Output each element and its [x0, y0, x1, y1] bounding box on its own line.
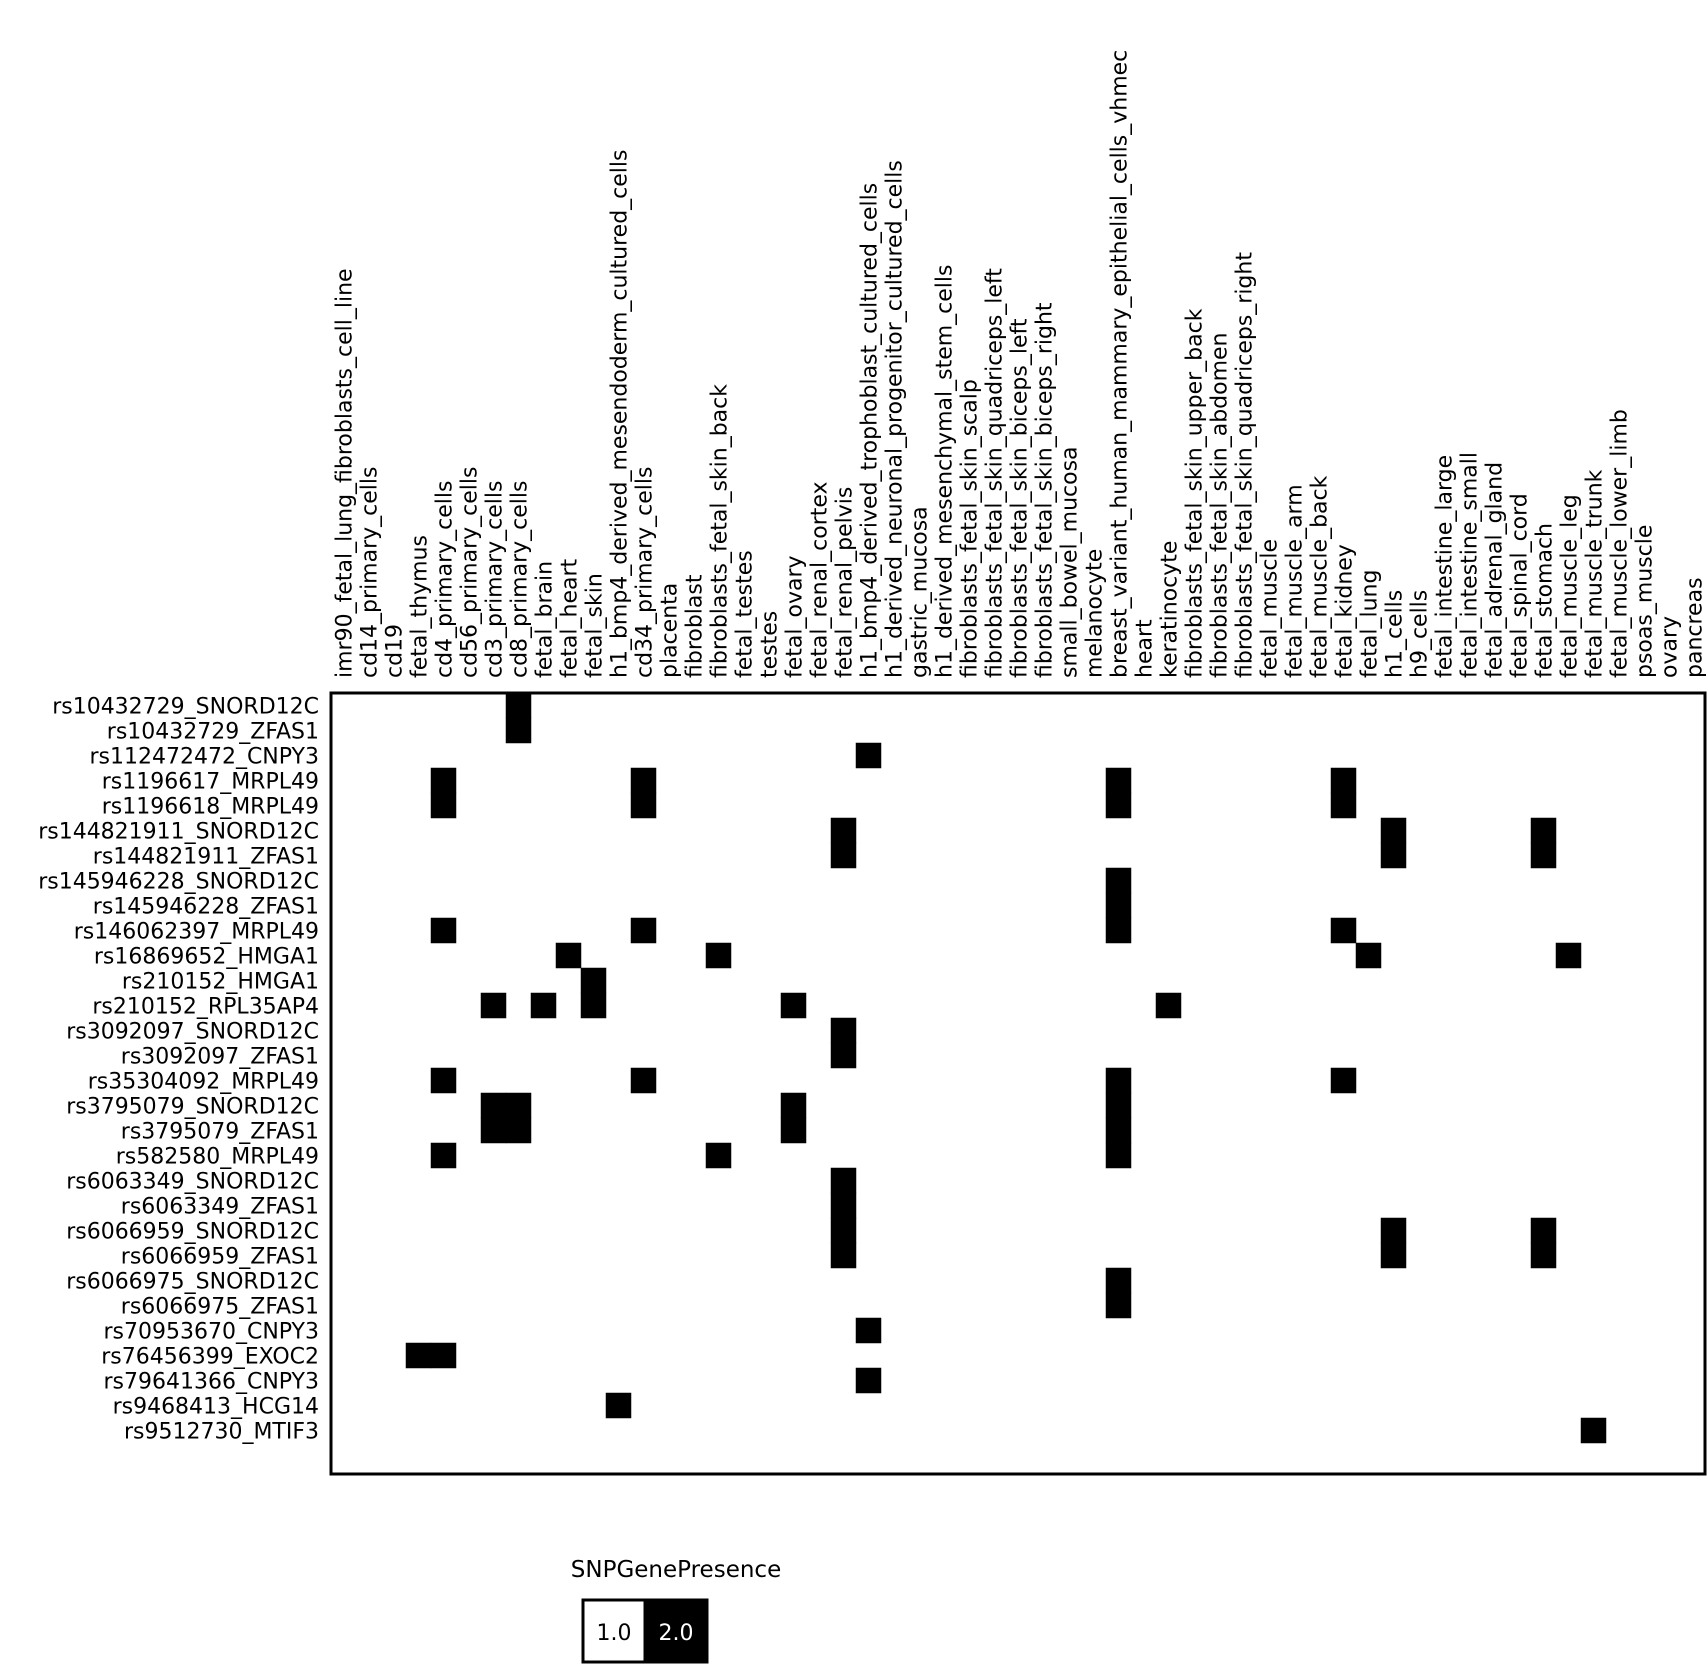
heatmap-cell — [1106, 793, 1131, 818]
heatmap-cell — [1356, 943, 1381, 968]
heatmap-cell — [831, 843, 856, 868]
heatmap-cell — [1106, 1143, 1131, 1168]
heatmap-cell — [1156, 993, 1181, 1018]
heatmap-cell — [1106, 868, 1131, 893]
row-label: rs210152_HMGA1 — [121, 969, 319, 995]
heatmap-cell — [1106, 893, 1131, 918]
row-label: rs146062397_MRPL49 — [73, 919, 319, 945]
column-label: breast_variant_human_mammary_epithelial_cells_vhmec — [1107, 49, 1133, 678]
heatmap-cell — [631, 768, 656, 793]
legend-label-2: 2.0 — [658, 1621, 694, 1646]
column-label: fetal_stomach — [1532, 523, 1558, 678]
column-label: fibroblasts_fetal_skin_upper_back — [1182, 308, 1208, 678]
heatmap-cell — [1106, 1293, 1131, 1318]
column-label: pancreas — [1682, 577, 1708, 678]
heatmap-cell — [1106, 918, 1131, 943]
heatmap-cell — [631, 793, 656, 818]
heatmap-cell — [781, 1093, 806, 1118]
heatmap-cell — [506, 1118, 531, 1143]
column-label: h1_derived_neuronal_progenitor_cultured_cells — [882, 160, 908, 678]
heatmap-cell — [1106, 1068, 1131, 1093]
column-label: fetal_muscle_trunk — [1582, 469, 1608, 678]
heatmap-cell — [1581, 1418, 1606, 1443]
row-label: rs6066975_SNORD12C — [66, 1269, 319, 1295]
heatmap-cell — [856, 743, 881, 768]
heatmap-cell — [506, 693, 531, 718]
heatmap-cell — [481, 993, 506, 1018]
heatmap-cell — [1531, 1218, 1556, 1243]
heatmap-cell — [481, 1118, 506, 1143]
heatmap-cell — [581, 968, 606, 993]
row-label: rs6063349_SNORD12C — [66, 1169, 319, 1195]
heatmap-cell — [431, 1143, 456, 1168]
column-label: fetal_brain — [532, 560, 558, 678]
column-label: fetal_heart — [557, 558, 583, 678]
heatmap-cell — [706, 943, 731, 968]
heatmap-cell — [1381, 1243, 1406, 1268]
row-label: rs6066959_ZFAS1 — [120, 1244, 319, 1270]
column-label: h1_cells — [1382, 589, 1408, 678]
column-label: melanocyte — [1082, 548, 1108, 678]
heatmap-cell — [431, 793, 456, 818]
heatmap-cell — [431, 1068, 456, 1093]
row-label: rs3795079_ZFAS1 — [120, 1119, 319, 1145]
column-label: cd34_primary_cells — [632, 466, 658, 678]
column-label: small_bowel_mucosa — [1057, 446, 1083, 678]
heatmap-cell — [1381, 843, 1406, 868]
heatmap-cell — [1106, 1093, 1131, 1118]
heatmap-cell — [431, 1343, 456, 1368]
column-label: fetal_intestine_small — [1457, 452, 1483, 678]
heatmap-cell — [1106, 768, 1131, 793]
row-label: rs3092097_ZFAS1 — [120, 1044, 319, 1070]
column-label: fibroblasts_fetal_skin_quadriceps_right — [1232, 252, 1258, 678]
heatmap-cell — [831, 1243, 856, 1268]
heatmap-cell — [1531, 1243, 1556, 1268]
column-label: fetal_muscle_lower_limb — [1607, 409, 1633, 678]
heatmap-cell — [856, 1318, 881, 1343]
column-label: h9_cells — [1407, 589, 1433, 678]
column-label: fibroblasts_fetal_skin_biceps_left — [1007, 318, 1033, 678]
column-label: fibroblasts_fetal_skin_scalp — [957, 379, 983, 678]
row-label: rs144821911_SNORD12C — [38, 819, 319, 845]
row-label: rs145946228_ZFAS1 — [92, 894, 319, 920]
row-label: rs3092097_SNORD12C — [66, 1019, 319, 1045]
row-label: rs16869652_HMGA1 — [93, 944, 319, 970]
heatmap-cell — [781, 1118, 806, 1143]
column-label: cd14_primary_cells — [357, 466, 383, 678]
column-label: fetal_muscle — [1257, 538, 1283, 678]
column-label: fibroblasts_fetal_skin_abdomen — [1207, 332, 1233, 678]
column-label: testes — [757, 610, 783, 678]
row-label: rs112472472_CNPY3 — [89, 744, 319, 770]
heatmap-cell — [631, 918, 656, 943]
row-label: rs582580_MRPL49 — [115, 1144, 319, 1170]
column-label: h1_derived_mesenchymal_stem_cells — [932, 264, 958, 678]
column-label: fetal_muscle_arm — [1282, 484, 1308, 678]
legend-label-1: 1.0 — [596, 1621, 632, 1646]
heatmap-cell — [1331, 768, 1356, 793]
heatmap-cell — [1531, 818, 1556, 843]
column-label: imr90_fetal_lung_fibroblasts_cell_line — [332, 268, 358, 678]
heatmap-cell — [606, 1393, 631, 1418]
heatmap-cell — [856, 1368, 881, 1393]
row-label: rs1196618_MRPL49 — [101, 794, 319, 820]
heatmap-cell — [1106, 1118, 1131, 1143]
column-label: fibroblasts_fetal_skin_biceps_right — [1032, 302, 1058, 678]
column-label: fibroblasts_fetal_skin_quadriceps_left — [982, 268, 1008, 678]
heatmap-cell — [831, 1193, 856, 1218]
heatmap-cell — [781, 993, 806, 1018]
heatmap-cell — [556, 943, 581, 968]
column-label: h1_bmp4_derived_trophoblast_cultured_cells — [857, 182, 883, 678]
heatmap-cell — [831, 1168, 856, 1193]
column-label: keratinocyte — [1157, 540, 1183, 678]
row-label: rs10432729_SNORD12C — [52, 694, 319, 720]
row-label: rs9512730_MTIF3 — [123, 1419, 319, 1445]
heatmap-cell — [831, 1018, 856, 1043]
column-label: fetal_spinal_cord — [1507, 493, 1533, 678]
column-label: fetal_thymus — [407, 535, 433, 678]
row-label: rs145946228_SNORD12C — [38, 869, 319, 895]
column-label: fibroblasts_fetal_skin_back — [707, 384, 733, 678]
heatmap-cell — [431, 918, 456, 943]
column-label: cd4_primary_cells — [432, 480, 458, 678]
row-label: rs76456399_EXOC2 — [101, 1344, 319, 1370]
column-label: fetal_ovary — [782, 555, 808, 678]
row-label: rs10432729_ZFAS1 — [106, 719, 319, 745]
heatmap-cell — [506, 718, 531, 743]
column-label: fetal_muscle_back — [1307, 475, 1333, 678]
column-label: fetal_renal_pelvis — [832, 486, 858, 678]
heatmap-cell — [406, 1343, 431, 1368]
heatmap-cell — [1331, 793, 1356, 818]
column-label: fetal_lung — [1357, 569, 1383, 678]
column-label: fetal_intestine_large — [1432, 454, 1458, 678]
column-label: cd8_primary_cells — [507, 480, 533, 678]
heatmap-cell — [1556, 943, 1581, 968]
column-label: h1_bmp4_derived_mesendoderm_cultured_cells — [607, 149, 633, 678]
heatmap-cell — [531, 993, 556, 1018]
heatmap-cell — [1531, 843, 1556, 868]
column-label: fetal_kidney — [1332, 544, 1358, 678]
row-label: rs35304092_MRPL49 — [87, 1069, 319, 1095]
row-label: rs144821911_ZFAS1 — [92, 844, 319, 870]
column-label: fibroblast — [682, 574, 708, 678]
row-label: rs6066959_SNORD12C — [66, 1219, 319, 1245]
heatmap-cell — [581, 993, 606, 1018]
heatmap-cell — [1381, 818, 1406, 843]
column-label: fetal_muscle_leg — [1557, 494, 1583, 678]
heatmap-cell — [431, 768, 456, 793]
row-label: rs70953670_CNPY3 — [103, 1319, 319, 1345]
column-label: placenta — [657, 582, 683, 678]
column-label: fetal_renal_cortex — [807, 481, 833, 678]
row-label: rs6063349_ZFAS1 — [120, 1194, 319, 1220]
legend-title: SNPGenePresence — [570, 1557, 782, 1583]
row-label: rs210152_RPL35AP4 — [92, 994, 319, 1020]
column-label: fetal_adrenal_gland — [1482, 461, 1508, 678]
column-label: cd19 — [382, 623, 408, 678]
row-label: rs1196617_MRPL49 — [101, 769, 319, 795]
heatmap-cell — [481, 1093, 506, 1118]
column-label: psoas_muscle — [1632, 524, 1658, 678]
heatmap-cell — [831, 1043, 856, 1068]
column-label: heart — [1132, 619, 1158, 678]
heatmap-cell — [506, 1093, 531, 1118]
row-label: rs79641366_CNPY3 — [103, 1369, 319, 1395]
heatmap-cell — [1106, 1268, 1131, 1293]
column-label: cd3_primary_cells — [482, 480, 508, 678]
heatmap-cell — [831, 1218, 856, 1243]
row-label: rs3795079_SNORD12C — [66, 1094, 319, 1120]
row-label: rs9468413_HCG14 — [112, 1394, 319, 1420]
heatmap-cell — [1331, 1068, 1356, 1093]
heatmap-cell — [1381, 1218, 1406, 1243]
heatmap-cell — [631, 1068, 656, 1093]
heatmap-cell — [831, 818, 856, 843]
row-label: rs6066975_ZFAS1 — [120, 1294, 319, 1320]
heatmap-cell — [1331, 918, 1356, 943]
column-label: ovary — [1657, 615, 1683, 678]
column-label: cd56_primary_cells — [457, 466, 483, 678]
column-label: fetal_skin — [582, 573, 608, 678]
column-label: gastric_mucosa — [907, 506, 933, 678]
column-label: fetal_testes — [732, 550, 758, 678]
heatmap-cell — [706, 1143, 731, 1168]
